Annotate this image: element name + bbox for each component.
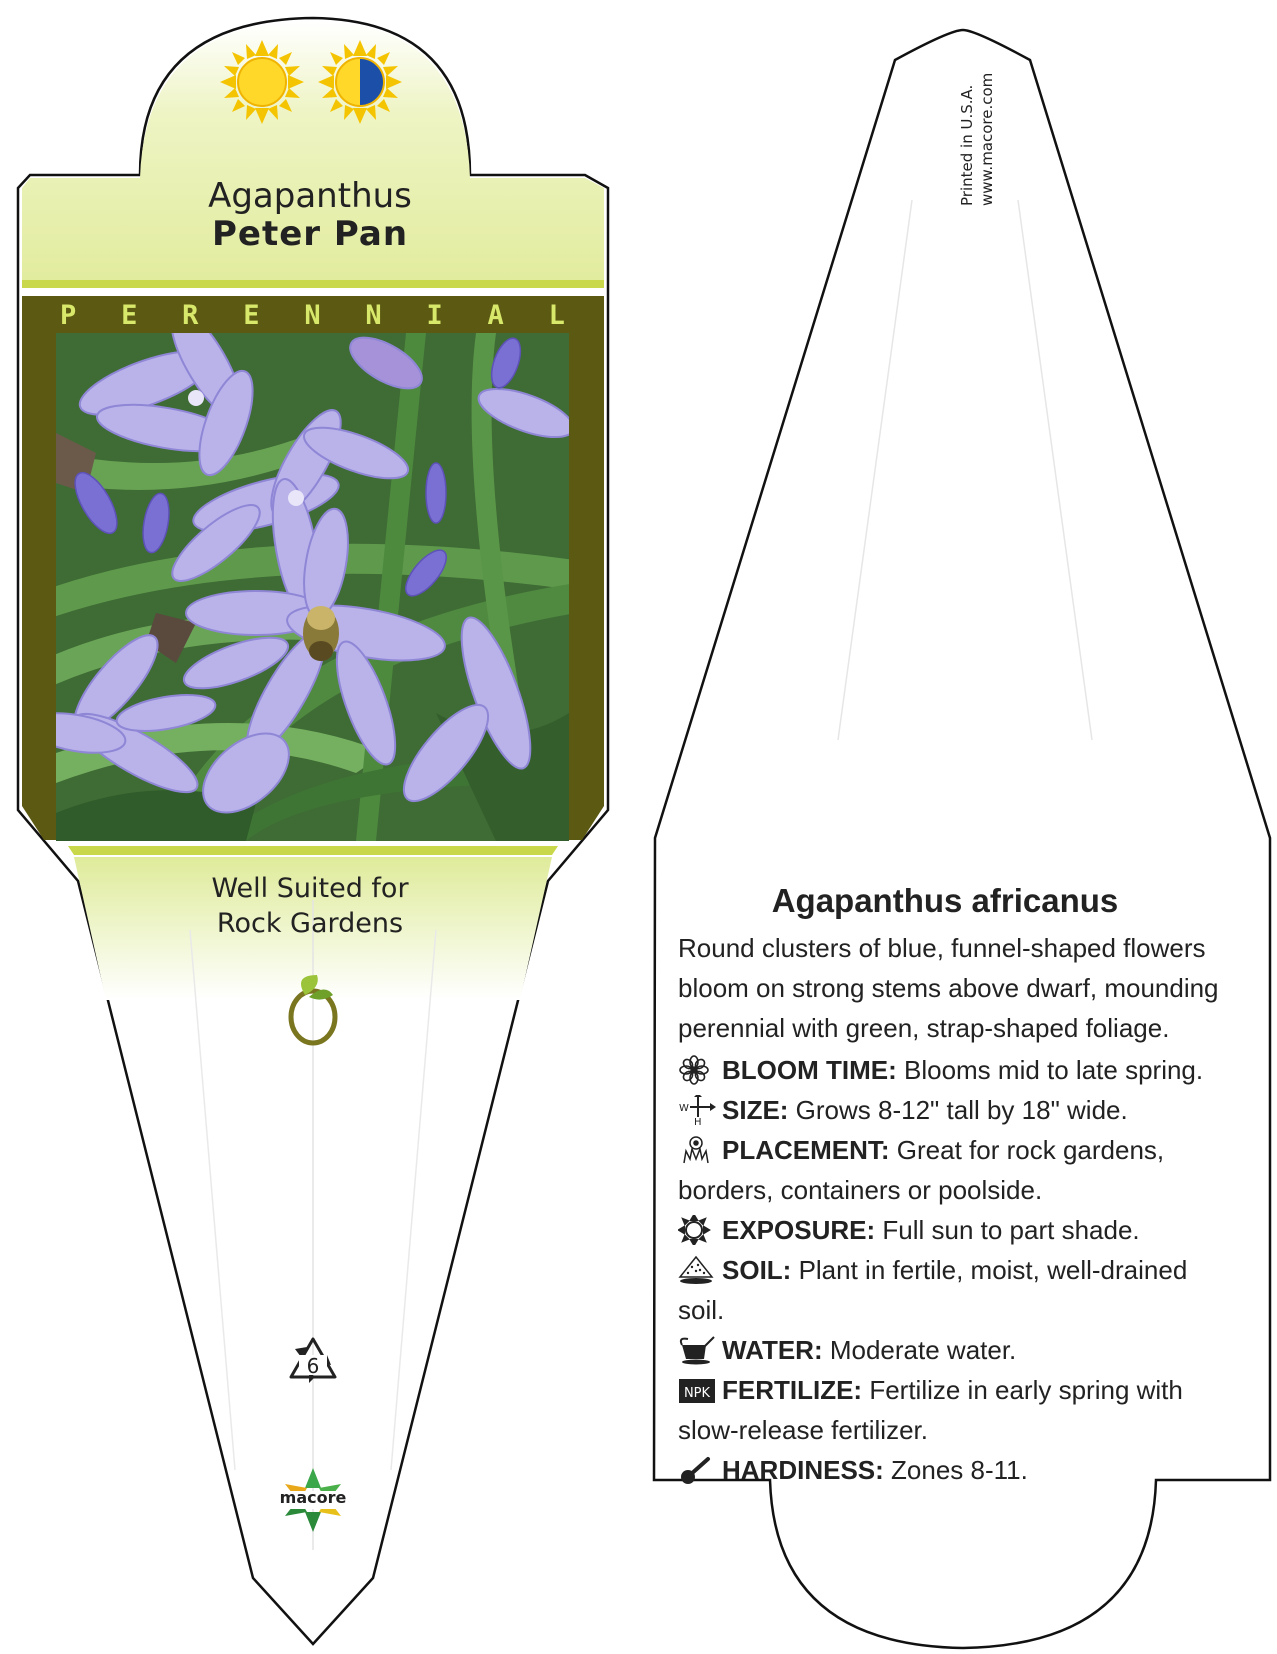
care-exposure xyxy=(678,1210,1238,1250)
care-text: Fertilize in early spring with slow-release fertilizer. xyxy=(678,1375,1183,1445)
npk-text: NPK xyxy=(683,1386,711,1401)
care-label: SIZE: xyxy=(722,1095,789,1125)
watering-can-icon xyxy=(678,1335,716,1365)
tagline xyxy=(120,871,500,941)
care-text: Full sun to part shade. xyxy=(875,1215,1140,1245)
plant-photo xyxy=(56,333,569,841)
category-letter: A xyxy=(487,300,504,331)
category-letter: N xyxy=(365,300,382,331)
cultivar-name: Peter Pan xyxy=(211,214,409,254)
thermometer-icon xyxy=(678,1455,716,1485)
care-text: Plant in fertile, moist, well-drained soil. xyxy=(678,1255,1188,1325)
full-sun-icon xyxy=(220,40,304,124)
tagline-line1: Well Suited for xyxy=(211,873,409,904)
category-letter: N xyxy=(304,300,321,331)
care-label: FERTILIZE: xyxy=(722,1375,863,1405)
care-text: Great for rock gardens, borders, containers or poolside. xyxy=(678,1135,1165,1205)
size-h: H xyxy=(694,1117,702,1125)
flower-icon xyxy=(678,1055,716,1085)
placement-icon xyxy=(678,1135,716,1165)
care-text: Grows 8-12" tall by 18" wide. xyxy=(788,1095,1128,1125)
care-text: Blooms mid to late spring. xyxy=(896,1055,1204,1085)
website: www.macore.com xyxy=(978,72,996,206)
care-water xyxy=(678,1330,1238,1370)
category-letter: R xyxy=(182,300,199,331)
care-text: Zones 8-11. xyxy=(883,1455,1028,1485)
printed-in: Printed in U.S.A. xyxy=(958,84,976,206)
category-letter: I xyxy=(426,300,443,331)
plant-description: Round clusters of blue, funnel-shaped flowers bloom on strong stems above dwarf, mounding perennial with green, strap-shaped foliage. xyxy=(678,933,1219,1043)
care-bloom-time xyxy=(678,1050,1238,1090)
size-w: W xyxy=(679,1103,689,1114)
care-instructions xyxy=(678,1050,1238,1490)
care-text: Moderate water. xyxy=(822,1335,1017,1365)
care-hardiness xyxy=(678,1450,1238,1490)
care-label: HARDINESS: xyxy=(722,1455,884,1485)
recycle-icon xyxy=(285,1335,341,1387)
care-label: BLOOM TIME: xyxy=(722,1055,897,1085)
care-size xyxy=(678,1090,1238,1130)
brand-name: macore xyxy=(279,1488,347,1507)
sun-outline-icon xyxy=(678,1215,716,1245)
soil-icon xyxy=(678,1255,716,1285)
common-name: Agapanthus xyxy=(208,176,412,216)
category-label xyxy=(60,300,565,331)
care-label: WATER: xyxy=(722,1335,823,1365)
part-shade-icon xyxy=(318,40,402,124)
care-label: PLACEMENT: xyxy=(722,1135,890,1165)
printed-note xyxy=(958,48,996,208)
category-letter: P xyxy=(60,300,77,331)
npk-icon xyxy=(678,1375,716,1405)
category-letter: L xyxy=(548,300,565,331)
care-label: EXPOSURE: xyxy=(722,1215,876,1245)
tagline-line2: Rock Gardens xyxy=(216,908,404,939)
header-accent-line xyxy=(22,280,604,288)
recycle-number: 6 xyxy=(306,1354,320,1378)
care-soil xyxy=(678,1250,1238,1330)
care-label: SOIL: xyxy=(722,1255,792,1285)
care-fertilize xyxy=(678,1370,1238,1450)
care-placement xyxy=(678,1130,1238,1210)
size-arrows-icon xyxy=(678,1095,716,1125)
category-letter: E xyxy=(243,300,260,331)
category-letter: E xyxy=(121,300,138,331)
scientific-name: Agapanthus africanus xyxy=(771,882,1119,919)
